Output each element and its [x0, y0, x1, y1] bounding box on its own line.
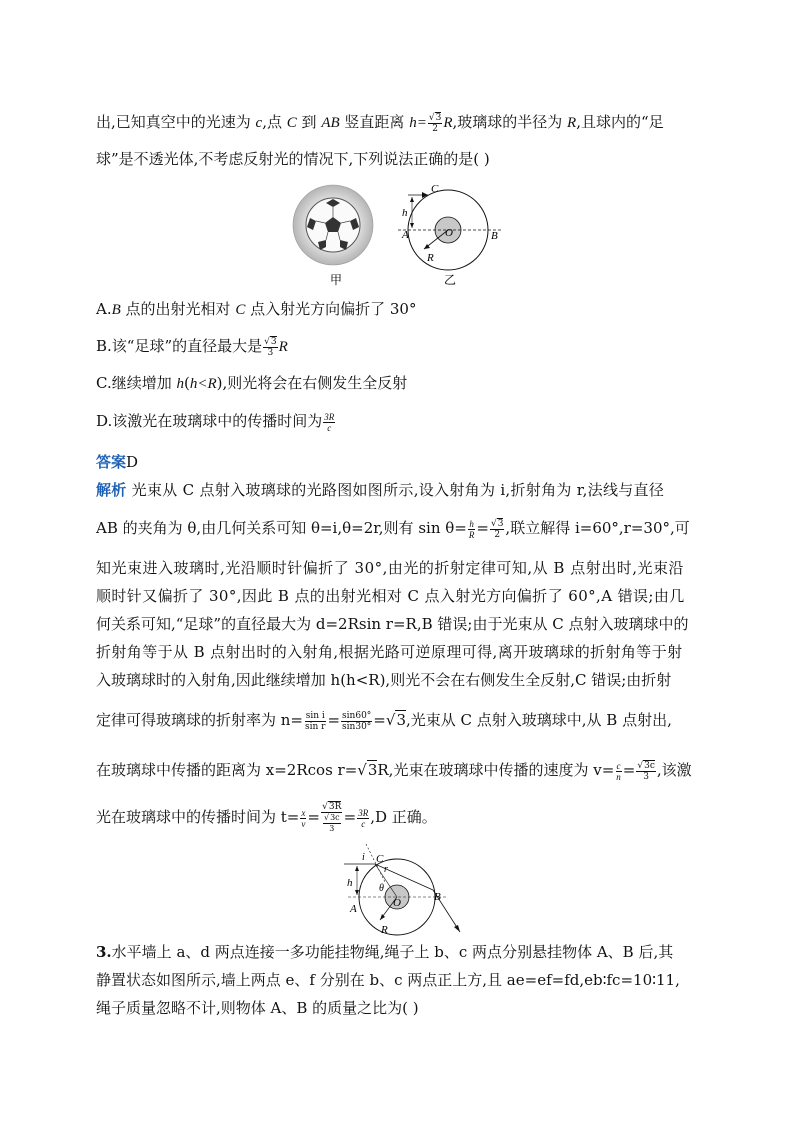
fraction-sqrt3-over-3: √ $\frac{3}{3}$: [263, 337, 277, 358]
text: 竖直距离: [339, 113, 410, 131]
analysis-line-3: 知光束进入玻璃时,光沿顺时针偏折了 30°,由光的折射定律可知,从 B 点射出时,光束沿: [96, 559, 684, 577]
caption-jia: 甲: [330, 273, 343, 287]
caption-yi: 乙: [444, 273, 457, 287]
label-C: C: [376, 853, 384, 865]
var-R: R: [567, 115, 577, 131]
option-A: A.B 点的出射光相对 C 点入射光方向偏折了 30°: [96, 300, 417, 318]
label-h: h: [402, 207, 408, 219]
text: ,且球内的“足: [576, 113, 664, 131]
analysis-line-6: 折射角等于从 B 点射出时的入射角,根据光路可逆原理可得,离开玻璃球的折射角等于射: [96, 643, 683, 661]
label-B: B: [491, 230, 498, 242]
analysis-line-1: 解析 光束从 C 点射入玻璃球的光路图如图所示,设入射角为 i,折射角为 r,法线与直径: [96, 481, 665, 499]
label-r: r: [384, 864, 388, 875]
analysis-line-5: 何关系可知,“足球”的直径最大为 d=2Rsin r=R,B 错误;由于光束从 C 点射入玻璃球中的: [96, 615, 689, 633]
analysis-line-7: 入玻璃球时的入射角,因此继续增加 h(h<R),则光不会在右侧发生全反射,C 错误;由折射: [96, 671, 672, 689]
option-C: C.继续增加 h(h<R),则光将会在右侧发生全反射: [96, 374, 408, 392]
analysis-line-8: 定律可得玻璃球的折射率为 n= $\frac{\text{sin i}}{\text{sin r}}$ = $\frac{\sin 60^\circ}{\sin 30^\circ}$ =√ 3,光束从 C 点射入玻璃球中,从 B 点射出,: [96, 710, 672, 732]
text: 出,已知真空中的光速为: [96, 113, 256, 131]
label-O: O: [445, 227, 453, 239]
label-R: R: [427, 252, 434, 264]
text: 到: [296, 113, 322, 131]
option-B: B.该“足球”的直径最大是 √ $\frac{3}{3}$ R: [96, 336, 288, 358]
var-C: C: [286, 115, 297, 131]
answer-value: D: [126, 453, 139, 471]
label-C: C: [431, 183, 439, 195]
analysis-line-9: 在玻璃球中传播的距离为 x=2Rcos r=√ 3R,光束在玻璃球中传播的速度为 v= $\frac{c}{n}$ = √ $\frac{3c}{3}$ ,该激: [96, 760, 692, 782]
label-B: B: [434, 891, 441, 903]
question3-line-1: 3.水平墙上 a、d 两点连接一多功能挂物绳,绳子上 b、c 两点分别悬挂物体 A、B 后,其: [96, 943, 674, 961]
question3-number: 3.: [96, 943, 112, 961]
fraction-3R-over-c: $\frac{3R}{c}$: [324, 411, 335, 433]
question-line-1: [96, 112, 664, 134]
var-R: R: [443, 115, 453, 131]
answer-line: [96, 452, 138, 472]
var-c: c: [255, 115, 263, 131]
label-h: h: [347, 877, 353, 889]
text: ,玻璃球的半径为: [452, 113, 568, 131]
fraction-sqrt3-over-2: √ $\frac{3}{2}$: [428, 113, 442, 134]
label-theta: θ: [379, 883, 384, 894]
answer-label: 答案: [96, 453, 127, 471]
label-R: R: [381, 924, 388, 936]
text: ,点: [262, 113, 287, 131]
analysis-label: 解析: [96, 481, 127, 499]
analysis-line-4: 顺时针又偏折了 30°,因此 B 点的出射光相对 C 点入射光方向偏折了 60°,A 错误;由几: [96, 587, 685, 605]
figure-2: [330, 840, 480, 940]
var-AB: AB: [321, 115, 340, 131]
analysis-line-2: AB 的夹角为 θ,由几何关系可知 θ=i,θ=2r,则有 sin θ= $\frac{h}{R}$ = √ $\frac{3}{2}$ ,联立解得 i=60°,r=30°,可: [96, 518, 690, 540]
label-O: O: [393, 897, 401, 909]
option-D: D.该激光在玻璃球中的传播时间为 $\frac{3R}{c}$: [96, 411, 335, 433]
var-h: h=: [409, 115, 427, 131]
glass-sphere-jia: [293, 185, 373, 265]
question3-line-3: 绳子质量忽略不计,则物体 A、B 的质量之比为( ): [96, 999, 419, 1017]
label-i: i: [362, 852, 365, 863]
question-line-2: 球”是不透光体,不考虑反射光的情况下,下列说法正确的是( ): [96, 150, 490, 168]
figure-1: [288, 180, 528, 290]
analysis-line-10: 光在玻璃球中的传播时间为 t= $\frac{x}{v}$ = √ 3R √ $\frac{3c}{3}$ = $\frac{3R}{c}$ ,D 正确。: [96, 802, 437, 834]
label-A: A: [350, 903, 357, 915]
question3-line-2: 静置状态如图所示,墙上两点 e、f 分别在 b、c 两点正上方,且 ae=ef=fd,eb∶fc=10∶11,: [96, 971, 680, 989]
label-A: A: [402, 229, 409, 241]
